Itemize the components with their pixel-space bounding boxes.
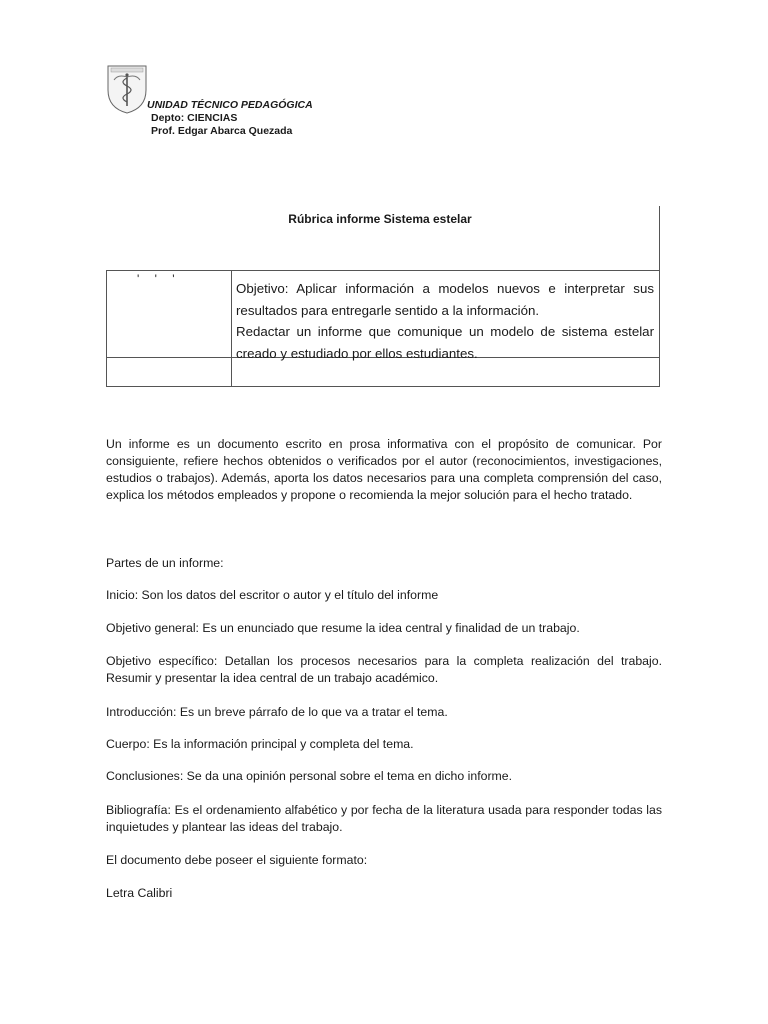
table-column-divider (231, 271, 232, 386)
part-inicio: Inicio: Son los datos del escritor o autor y el título del informe (106, 588, 439, 602)
objective-text: Objetivo: Aplicar información a modelos nuevos e interpretar sus resultados para entregarle sentido a la información. (236, 281, 654, 318)
part-bibliografia: Bibliografía: Es el ordenamiento alfabético y por fecha de la literatura usada para responder todas las inquietudes y plantear las ideas del trabajo. (106, 803, 662, 834)
task-text: Redactar un informe que comunique un modelo de sistema estelar creado y estudiado por ellos estudiantes. (236, 324, 654, 361)
objective-cell (236, 278, 654, 364)
intro-paragraph: Un informe es un documento escrito en prosa informativa con el propósito de comunicar. Por consiguiente, refiere hechos obtenidos o verificados por el autor (reconocimientos, investigaciones, estudios o trabajos). Además, aporta los datos necesarios para una completa comprensión del caso, explica los métodos empleados y propone o recomienda la mejor solución para el hecho tratado. (106, 437, 662, 502)
part-introduccion: Introducción: Es un breve párrafo de lo que va a tratar el tema. (106, 705, 448, 719)
part-objetivo-general: Objetivo general: Es un enunciado que resume la idea central y finalidad de un trabajo. (106, 621, 580, 635)
format-intro: El documento debe poseer el siguiente formato: (106, 853, 368, 867)
rubric-table (106, 270, 660, 387)
rubric-left-cell-marks: ' ' ' (137, 272, 181, 286)
part-conclusiones: Conclusiones: Se da una opinión personal sobre el tema en dicho informe. (106, 769, 513, 783)
school-crest-logo (106, 64, 148, 114)
teacher-name: Prof. Edgar Abarca Quezada (151, 125, 293, 137)
part-cuerpo: Cuerpo: Es la información principal y completa del tema. (106, 737, 414, 751)
unit-name: UNIDAD TÉCNICO PEDAGÓGICA (147, 99, 313, 111)
department-name: Depto: CIENCIAS (151, 112, 238, 124)
part-objetivo-especifico: Objetivo específico: Detallan los procesos necesarios para la completa realización del trabajo. Resumir y presentar la idea central de un trabajo académico. (106, 654, 662, 685)
table-border-line (659, 206, 660, 270)
rubric-title: Rúbrica informe Sistema estelar (288, 212, 472, 226)
font-requirement: Letra Calibri (106, 886, 173, 900)
school-header (147, 99, 313, 138)
parts-heading: Partes de un informe: (106, 556, 224, 570)
